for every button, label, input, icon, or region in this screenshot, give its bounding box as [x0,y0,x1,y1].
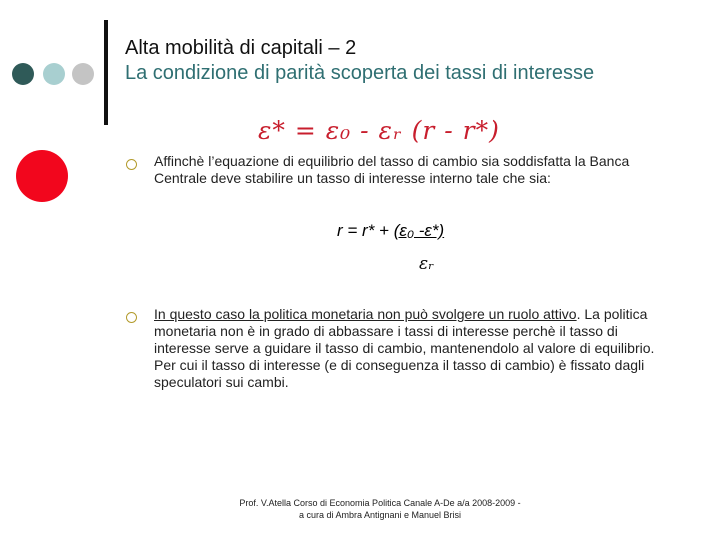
formula-denominator: εᵣ [419,254,435,274]
slide-title [125,36,685,86]
title-divider-bar [104,20,108,125]
handwritten-formula: ε* = ε₀ - εᵣ (r - r*) [258,116,500,145]
formula [337,221,444,241]
title-line-2: La condizione di parità scoperta dei tassi di interesse [125,62,595,84]
formula-numerator: (ε₀ -ε*) [393,221,445,240]
bullet-text-2-rest: . La politica monetaria non è in grado di abbassare i tassi di interesse perchè il tasso di interesse serve a guidare il tasso di cambio, mantenendolo al valore di equilibrio. Per cui il tasso di interesse (e di conseguenza il tasso di cambio) è fissato dagli speculatori sui cambi. [154,306,655,390]
formula-lhs: r = r* + [337,221,394,240]
footer-line-2: a cura di Ambra Antignani e Manuel Brisi [298,510,462,520]
bullet-icon [126,159,137,170]
decorative-dot-dark [12,63,34,85]
decorative-dot-gray [72,63,94,85]
bullet-text-2-underlined: In questo caso la politica monetaria non può svolgere un ruolo attivo [154,306,577,322]
title-line-1: Alta mobilità di capitali – 2 [125,37,357,59]
decorative-dot-red [16,150,68,202]
footer-line-1: Prof. V.Atella Corso di Economia Politica Canale A-De a/a 2008-2009 - [239,498,521,508]
footer [200,497,560,521]
decorative-dot-teal [43,63,65,85]
bullet-text-2 [154,306,674,391]
bullet-text-1: Affinchè l’equazione di equilibrio del tasso di cambio sia soddisfatta la Banca Centrale deve stabilire un tasso di interesse interno tale che sia: [154,153,630,186]
bullet-icon [126,312,137,323]
